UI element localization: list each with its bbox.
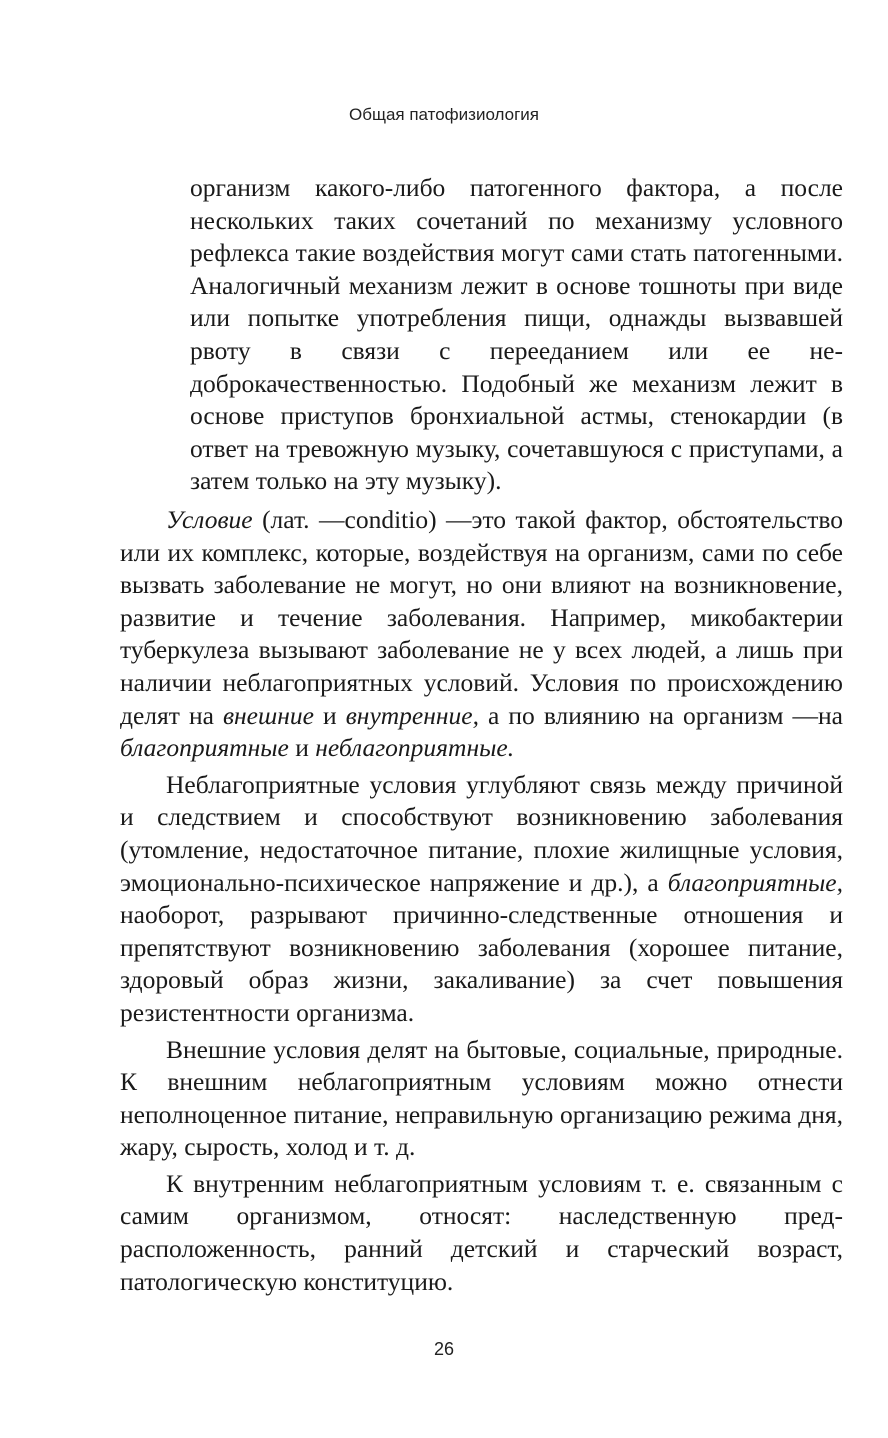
paragraph-text: наоборот, разрывают причинно-следственные отношения и препятствуют возникновению заболевания (хорошее питание, здоровый образ жизни, закаливание) за счет повышения резистентности организма. (120, 900, 843, 1027)
continuation-paragraph: организм какого-либо патогенного фактора, а после нескольких таких сочетаний по механизму условного рефлекса такие воздействия могут сами стать патогенными. Аналогичный механизм лежит в основе тошноты при виде или попытке употребления пищи, однажды вызвавшей рвоту в связи с перееданием или ее недоброкачественностью. Подобный же механизм лежит в основе приступов бронхиальной астмы, стенокардии (в ответ на тревожную музыку, сочетавшуюся с приступами, а затем только на эту музыку). (190, 173, 843, 496)
paragraph-text: Неблагоприятные условия углубляют связь между причиной и следствием и способствуют возникновению заболевания (утомление, недостаточное питание, плохие жилищные условия, эмоционально-психическое напряжение и др.), а (120, 769, 843, 897)
term-condition: Условие (166, 505, 253, 534)
page-number: 26 (433, 1339, 455, 1359)
term-favorable-plural: благоприятные, (667, 867, 843, 897)
paragraph-text: а по влиянию на организм —на (478, 700, 843, 730)
term-internal: внутренние, (345, 700, 479, 730)
paragraph-internal-conditions: К внутренним неблагоприятным условиям т. е. связанным с самим организмом, относят: наследственную предрасположенность, ранний детский и старческий возраст, патологическую конституцию. (120, 1168, 843, 1296)
paragraph-text: и (288, 733, 316, 763)
paragraph-condition-definition (120, 504, 843, 765)
body-text (120, 504, 843, 1302)
running-header: Общая патофизиология (349, 105, 539, 124)
term-external: внешние (222, 700, 314, 730)
term-favorable: благоприятные (120, 733, 289, 763)
paragraph-external-conditions: Внешние условия делят на бытовые, социальные, природные. К внешним неблагоприятным условиям можно отнести неполноценное питание, неправильную организацию режима дня, жару, сырость, холод и т. д. (120, 1034, 843, 1162)
term-unfavorable: неблагоприятные. (315, 733, 515, 763)
paragraph-text: (лат. —conditio) —это такой фактор, обстоятельство или их комплекс, которые, воздействуя на организм, сами по себе вызвать заболевание не могут, но они влияют на возникновение, развитие и течение заболевания. Например, микобактерии туберкулеза вызывают заболевание не у всех людей, а лишь при наличии неблагоприятных условий. Условия по происхождению делят на (120, 505, 843, 730)
paragraph-text: и (313, 700, 346, 730)
paragraph-unfavorable-conditions (120, 769, 843, 1030)
